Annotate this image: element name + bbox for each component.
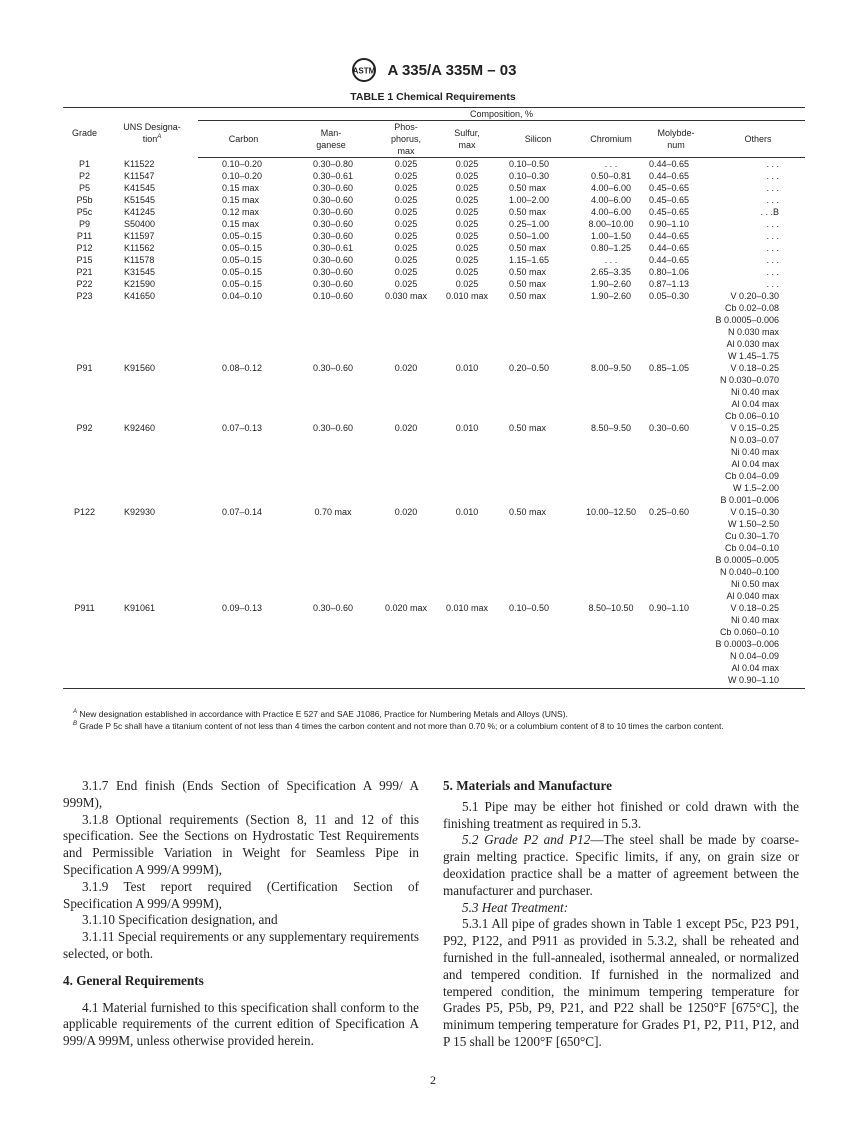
paragraph-5-1: 5.1 Pipe may be either hot finished or cold drawn with the finishing treatment as required in 5.3. [443,798,799,831]
table-row [63,602,805,689]
cell-others [711,158,805,171]
cell-sulfur: 0.010 [455,363,479,373]
cell-carbon: 0.08–0.12 [222,363,263,373]
others-line: Al 0.040 max [726,591,779,601]
paragraph-5-3-1: 5.3.1 All pipe of grades shown in Table 1 except P5c, P23 P91, P92, P122, and P911 as provided in 5.3.2, shall be reheated and furnished in the full-annealed, isothermal annealed, or normalized and tempered condition. If furnished in the normalized and tempered condition, the minimum tempering temperature for Grades P5, P5b, P9, P21, and P22 shall be 1250°F [675°C], the minimum tempering temperature for Grades P1, P2, P11, P12, and P 15 shall be 1200°F [650°C]. [443,916,799,1049]
cell-molybdenum: 0.30–0.60 [649,423,690,433]
table-row [63,218,805,230]
cell-manganese: 0.30–0.60 [312,279,354,289]
cell-manganese: 0.30–0.60 [312,195,354,205]
cell-silicon: 0.10–0.30 [509,171,550,181]
cell-grade: P1 [78,158,90,169]
cell-phosphorus: 0.025 [394,207,418,217]
cell-sulfur: 0.025 [455,219,479,229]
cell-others [711,242,805,254]
cell-carbon: 0.05–0.15 [222,279,263,289]
others-line: Cb 0.02–0.08 [724,303,779,313]
section-heading-4: 4. General Requirements [63,972,204,988]
cell-manganese: 0.30–0.60 [312,207,354,217]
header-phosphorus: Phos- phorus, max [373,121,439,158]
cell-phosphorus: 0.025 [394,219,418,229]
cell-silicon: 0.50 max [509,267,547,277]
cell-chromium: 0.50–0.81 [590,171,632,181]
table-row [63,278,805,290]
others-line: V 0.18–0.25 [730,603,779,613]
others-line: W 1.5–2.00 [732,483,779,493]
cell-manganese: 0.30–0.60 [289,602,373,689]
cell-carbon: 0.05–0.15 [222,231,263,241]
footnote-a: $^A$ New designation established in accordance with Practice E 527 and SAE J1086, Practice for Numbering Metals and Alloys (UNS). [73,709,568,719]
cell-manganese: 0.30–0.60 [312,363,354,373]
cell-grade: P11 [76,231,93,241]
cell-manganese: 0.30–0.61 [312,243,354,253]
others-line: B 0.001–0.006 [720,495,779,505]
standard-designation: A 335/A 335M – 03 [387,61,517,79]
cell-phosphorus: 0.020 [394,507,418,517]
paragraph-3-1-11: 3.1.11 Special requirements or any supplementary requirements selected, or both. [63,929,419,961]
cell-grade: P23 [76,291,93,301]
cell-sulfur: 0.010 [455,507,479,517]
others-line: Al 0.04 max [731,663,779,673]
cell-grade: P21 [76,267,93,277]
others-line: Cb 0.04–0.09 [724,471,779,481]
table-title: TABLE 1 Chemical Requirements [350,91,516,103]
others-line: V 0.15–0.30 [730,507,779,517]
cell-silicon: 0.50 max [509,291,547,301]
cell-chromium: 1.90–2.60 [590,291,632,301]
others-line: N 0.030–0.070 [719,375,779,385]
others-line: V 0.15–0.25 [730,423,779,433]
cell-sulfur: 0.025 [455,171,479,181]
cell-molybdenum: 0.44–0.65 [649,171,690,181]
cell-silicon: 1.15–1.65 [509,255,550,265]
cell-sulfur: 0.025 [455,183,479,193]
others-line: . . . [766,219,779,229]
table-row [63,290,805,362]
others-line: Ni 0.40 max [730,447,779,457]
others-line: Ni 0.40 max [730,387,779,397]
cell-grade: P91 [76,363,93,373]
others-line: . . . [766,231,779,241]
cell-molybdenum: 0.85–1.05 [649,363,690,373]
cell-sulfur: 0.010 max [439,602,495,689]
cell-manganese: 0.30–0.60 [312,423,354,433]
cell-molybdenum: 0.45–0.65 [649,195,690,205]
cell-others [711,278,805,290]
astm-logo-icon [350,58,378,82]
cell-uns: K11562 [124,243,155,253]
table-row [63,242,805,254]
right-column [443,778,799,1051]
cell-phosphorus: 0.025 [394,267,418,277]
others-line: N 0.04–0.09 [729,651,779,661]
cell-sulfur: 0.025 [455,231,479,241]
cell-others [711,182,805,194]
cell-sulfur: 0.025 [455,243,479,253]
cell-uns: K92930 [124,507,156,517]
cell-manganese: 0.30–0.80 [312,159,354,169]
cell-chromium: 10.00–12.50 [585,507,637,517]
cell-silicon: 1.00–2.00 [509,195,550,205]
others-line: . . . [766,243,779,253]
cell-chromium: 2.65–3.35 [590,267,632,277]
cell-chromium: . . . [604,255,618,265]
cell-phosphorus: 0.025 [394,255,418,265]
cell-others [711,602,805,689]
paragraph-4-1: 4.1 Material furnished to this specification shall conform to the applicable requirements of the current edition of Specification A 999/A 999M, unless otherwise provided herein. [63,999,419,1049]
cell-molybdenum: 0.90–1.10 [641,602,711,689]
cell-grade: P92 [76,423,93,433]
footnote-b: $^B$ Grade P 5c shall have a titanium content of not less than 4 times the carbon content and not more than 0.70 %; or a columbium content of 8 to 10 times the carbon content. [73,721,724,731]
cell-phosphorus: 0.025 [394,279,418,289]
cell-molybdenum: 0.44–0.65 [649,231,690,241]
others-line: N 0.030 max [727,327,779,337]
paragraph-3-1-9: 3.1.9 Test report required (Certification Section of Specification A 999/A 999M), [63,878,419,911]
cell-uns: K92460 [124,423,156,433]
header-grade: Grade [63,108,106,158]
others-line: . . . [766,255,779,265]
others-line: Al 0.04 max [731,399,779,409]
cell-carbon: 0.09–0.13 [198,602,289,689]
cell-grade: P12 [76,243,93,253]
table-footnotes [63,708,805,732]
cell-chromium: 0.80–1.25 [590,243,632,253]
cell-others [711,194,805,206]
cell-carbon: 0.07–0.13 [222,423,263,433]
cell-phosphorus: 0.030 max [384,291,428,301]
cell-uns: S50400 [124,219,156,229]
others-line: B 0.0005–0.005 [715,555,779,565]
cell-molybdenum: 0.45–0.65 [649,183,690,193]
cell-uns: K11522 [124,158,155,169]
cell-others [711,422,805,506]
cell-molybdenum: 0.44–0.65 [649,255,690,265]
cell-sulfur: 0.010 [455,423,479,433]
table-row [63,362,805,422]
cell-chromium: . . . [604,159,618,169]
others-line: B 0.0005–0.006 [715,315,779,325]
cell-others [711,218,805,230]
cell-uns: K11597 [124,231,155,241]
cell-manganese: 0.30–0.60 [312,255,354,265]
cell-molybdenum: 0.44–0.65 [649,159,690,169]
cell-silicon: 0.25–1.00 [509,219,550,229]
cell-carbon: 0.04–0.10 [222,291,263,301]
others-line: Al 0.04 max [731,459,779,469]
table-row [63,206,805,218]
others-line: . . . [766,279,779,289]
section-heading-5: 5. Materials and Manufacture [443,778,612,793]
cell-others [711,362,805,422]
table-row [63,254,805,266]
cell-phosphorus: 0.025 [394,183,418,193]
cell-silicon: 0.20–0.50 [509,363,550,373]
cell-grade: P15 [76,255,93,265]
cell-sulfur: 0.025 [455,207,479,217]
cell-phosphorus: 0.025 [394,171,418,181]
others-line: Cu 0.30–1.70 [724,531,779,541]
cell-manganese: 0.10–0.60 [312,291,354,301]
others-line: . . . [766,171,779,181]
cell-molybdenum: 0.87–1.13 [649,279,690,289]
cell-grade: P5 [78,183,90,193]
others-line: W 0.90–1.10 [727,675,779,685]
cell-grade: P22 [76,279,93,289]
cell-manganese: 0.30–0.60 [312,267,354,277]
cell-others [711,290,805,362]
cell-molybdenum: 0.90–1.10 [649,219,690,229]
cell-chromium: 8.50–10.50 [581,602,641,689]
paragraph-3-1-8: 3.1.8 Optional requirements (Section 8, 11 and 12 of this specification. See the Sections on Hydrostatic Test Requirements and Permissible Variation in Weight for Seamless Pipe in Specification A 999/A 999M), [63,811,419,877]
cell-phosphorus: 0.025 [394,159,418,169]
cell-molybdenum: 0.25–0.60 [649,507,690,517]
header-composition: Composition, % [198,108,805,121]
cell-phosphorus: 0.025 [394,243,418,253]
others-line: W 1.50–2.50 [727,519,779,529]
cell-uns: K51545 [124,195,156,205]
cell-sulfur: 0.025 [455,159,479,169]
left-column [63,778,419,1050]
table-row [63,506,805,602]
cell-carbon: 0.05–0.15 [222,243,263,253]
table-row [63,266,805,278]
cell-uns: K91061 [106,602,198,689]
table-row [63,194,805,206]
cell-uns: K11578 [124,255,155,265]
others-line: N 0.040–0.100 [719,567,779,577]
cell-grade: P5c [76,207,93,217]
cell-manganese: 0.70 max [314,507,352,517]
cell-silicon: 0.50 max [509,423,547,433]
table-row [63,158,805,171]
cell-uns: K31545 [124,267,156,277]
others-line: Al 0.030 max [726,339,779,349]
header-carbon: Carbon [198,121,289,158]
others-line: W 1.45–1.75 [727,351,779,361]
cell-silicon: 0.50 max [509,243,547,253]
cell-sulfur: 0.025 [455,195,479,205]
cell-sulfur: 0.025 [455,267,479,277]
cell-others [711,266,805,278]
others-line: Cb 0.04–0.10 [724,543,779,553]
paragraph-3-1-7: 3.1.7 End finish (Ends Section of Specification A 999/ A 999M), [63,778,419,810]
header-uns: UNS Designa- tion$^A$ [106,108,198,158]
cell-grade: P9 [78,219,90,229]
cell-others [711,254,805,266]
table-row [63,182,805,194]
cell-carbon: 0.05–0.15 [222,267,263,277]
cell-manganese: 0.30–0.61 [312,171,354,181]
cell-carbon: 0.15 max [222,183,260,193]
table-row [63,230,805,242]
paragraph-5-2: 5.2 Grade P2 and P12—The steel shall be made by coarse-grain melting practice. Specific limits, if any, on grain size or deoxidation practice shall be a matter of agreement between the manufacturer and purchaser. [443,832,800,898]
others-line: Ni 0.50 max [730,579,779,589]
cell-others [711,170,805,182]
page-header [0,58,866,82]
cell-carbon: 0.05–0.15 [222,255,263,265]
cell-phosphorus: 0.020 [394,423,418,433]
cell-molybdenum: 0.45–0.65 [649,207,690,217]
others-line: Cb 0.06–0.10 [724,411,779,421]
cell-chromium: 8.00–9.50 [590,363,632,373]
cell-uns: K41650 [124,291,156,301]
header-sulfur: Sulfur, max [439,121,495,158]
cell-sulfur: 0.025 [455,279,479,289]
cell-carbon: 0.15 max [222,219,260,229]
cell-chromium: 1.90–2.60 [590,279,632,289]
svg-text:ASTM: ASTM [352,66,375,76]
cell-carbon: 0.10–0.20 [222,171,263,181]
others-line: Ni 0.40 max [730,615,779,625]
cell-sulfur: 0.025 [455,255,479,265]
cell-uns: K41545 [124,183,156,193]
cell-others [711,230,805,242]
cell-silicon: 0.50 max [509,279,547,289]
cell-silicon: 0.10–0.50 [495,602,581,689]
cell-uns: K91560 [124,363,156,373]
cell-molybdenum: 0.05–0.30 [649,291,690,301]
cell-carbon: 0.15 max [222,195,260,205]
cell-chromium: 4.00–6.00 [590,195,632,205]
cell-phosphorus: 0.025 [394,231,418,241]
cell-others [711,206,805,218]
header-molybdenum: Molybde- num [641,121,711,158]
cell-manganese: 0.30–0.60 [312,231,354,241]
others-line: . . . [766,195,779,205]
others-line: B 0.0003–0.006 [715,639,779,649]
cell-silicon: 0.50 max [509,207,547,217]
cell-chromium: 1.00–1.50 [590,231,632,241]
cell-uns: K21590 [124,279,156,289]
header-manganese: Man- ganese [289,121,373,158]
table-row [63,422,805,506]
header-chromium: Chromium [581,121,641,158]
page-number: 2 [430,1073,436,1087]
others-line: . . . [766,159,779,169]
others-line: N 0.03–0.07 [729,435,779,445]
cell-silicon: 0.50 max [509,183,547,193]
cell-phosphorus: 0.020 [394,363,418,373]
cell-grade: P911 [63,602,106,689]
others-line: V 0.18–0.25 [730,363,779,373]
cell-molybdenum: 0.80–1.06 [649,267,690,277]
chemical-requirements-table [63,107,805,689]
paragraph-5-3: 5.3 Heat Treatment: [462,899,569,915]
cell-grade: P122 [73,507,96,517]
header-others: Others [711,121,805,158]
cell-phosphorus: 0.025 [394,195,418,205]
cell-chromium: 4.00–6.00 [590,207,632,217]
cell-molybdenum: 0.44–0.65 [649,243,690,253]
cell-silicon: 0.50 max [509,507,547,517]
cell-silicon: 0.50–1.00 [509,231,550,241]
cell-silicon: 0.10–0.50 [509,159,550,169]
cell-chromium: 8.50–9.50 [590,423,632,433]
cell-phosphorus: 0.020 max [373,602,439,689]
cell-manganese: 0.30–0.60 [312,219,354,229]
others-line: . . .B [760,207,779,217]
others-line: V 0.20–0.30 [730,291,779,301]
cell-uns: K41245 [124,207,156,217]
others-line: Cb 0.060–0.10 [719,627,779,637]
cell-uns: K11547 [124,171,155,181]
cell-others [711,506,805,602]
paragraph-3-1-10: 3.1.10 Specification designation, and [82,912,278,928]
cell-carbon: 0.10–0.20 [222,159,263,169]
others-line: . . . [766,183,779,193]
cell-manganese: 0.30–0.60 [312,183,354,193]
cell-grade: P5b [76,195,93,205]
table-row [63,170,805,182]
cell-chromium: 8.00–10.00 [588,219,634,229]
cell-grade: P2 [78,171,90,181]
others-line: . . . [766,267,779,277]
cell-carbon: 0.07–0.14 [222,507,263,517]
header-silicon: Silicon [495,121,581,158]
cell-sulfur: 0.010 max [445,291,489,301]
cell-carbon: 0.12 max [222,207,260,217]
cell-chromium: 4.00–6.00 [590,183,632,193]
